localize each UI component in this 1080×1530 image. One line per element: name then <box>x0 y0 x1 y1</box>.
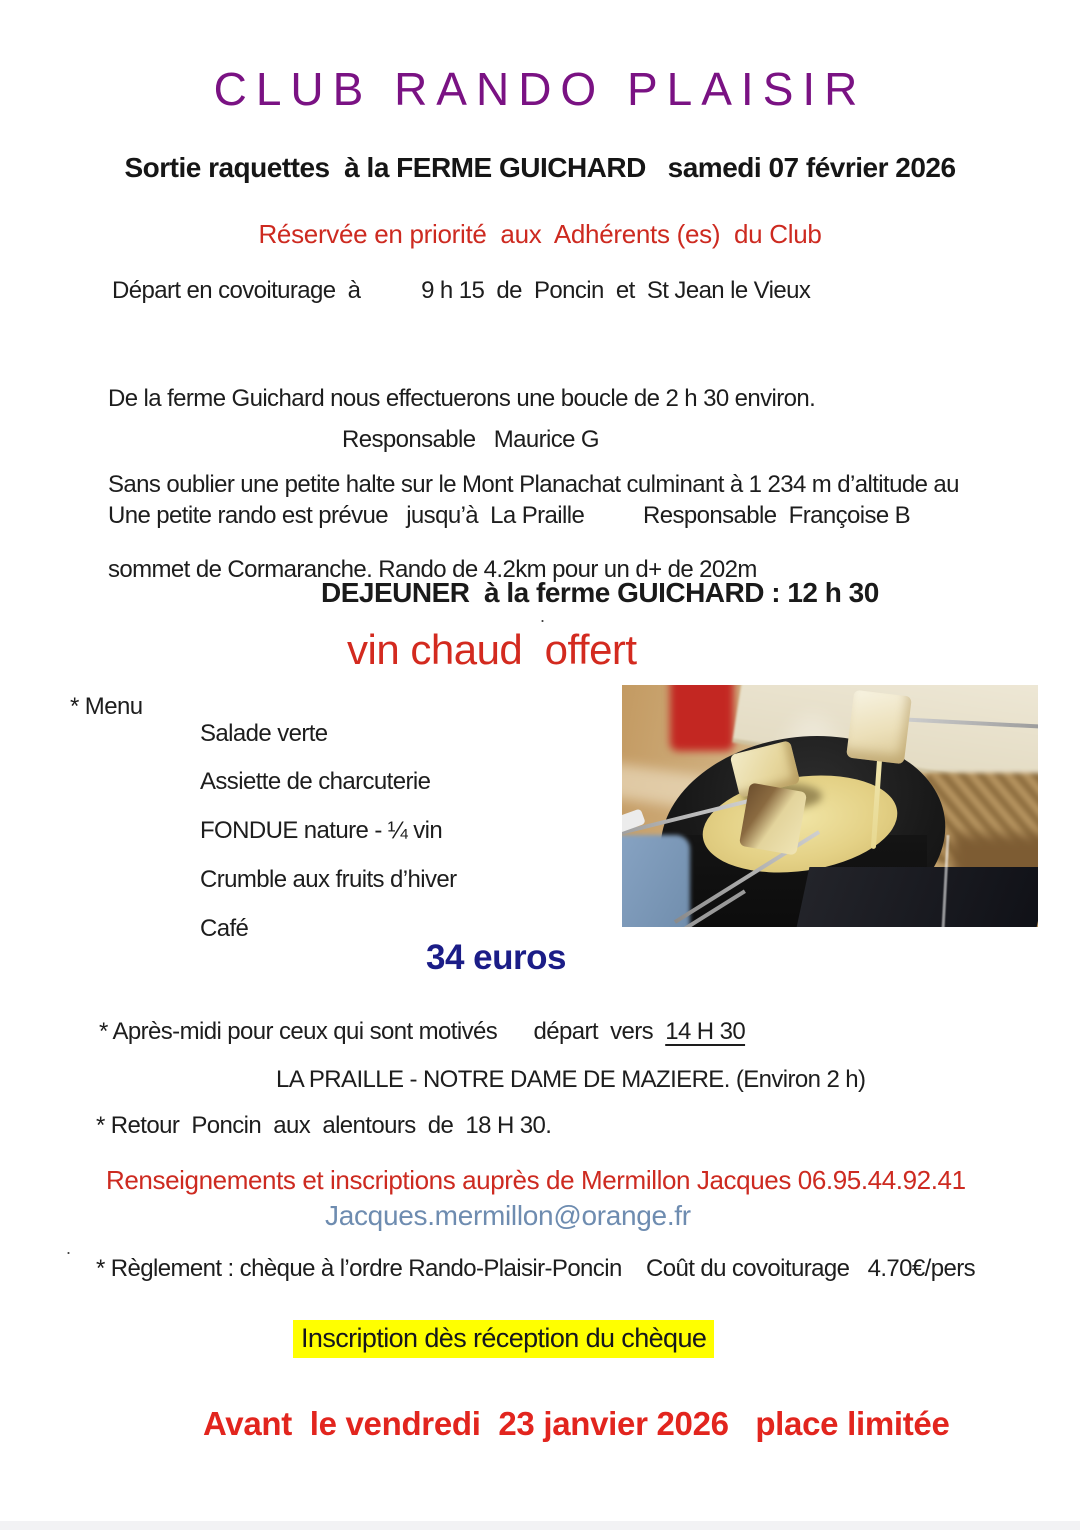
photo-dark-cooktop <box>795 867 1038 927</box>
reserved-note: Réservée en priorité aux Adhérents (es) du Club <box>258 219 822 249</box>
departure-line: Départ en covoiturage à 9 h 15 de Poncin et St Jean le Vieux <box>112 277 811 304</box>
description-line-1: De la ferme Guichard nous effectuerons une boucle de 2 h 30 environ. <box>108 385 816 412</box>
responsible-small-hike: Responsable Françoise B <box>643 502 911 529</box>
menu-label: * Menu <box>70 693 143 720</box>
afternoon-line <box>99 1019 745 1046</box>
registration-highlight-wrap <box>293 1323 714 1353</box>
small-hike-line: Une petite rando est prévue jusqu’à La Praille <box>108 502 585 529</box>
afternoon-prefix: * Après-midi pour ceux qui sont motivés départ vers <box>99 1018 666 1045</box>
photo-bread-cube-center <box>739 782 807 855</box>
menu-item-fondue: FONDUE nature - ¼ vin <box>200 817 443 844</box>
stray-mark-left: . <box>66 1238 71 1258</box>
photo-red-glass <box>670 685 734 751</box>
contact-line: Renseignements et inscriptions auprès de Mermillon Jacques 06.95.44.92.41 <box>106 1165 966 1195</box>
payment-line: * Règlement : chèque à l’ordre Rando-Plaisir-Poncin Coût du covoiturage 4.70€/pers <box>96 1255 975 1282</box>
page-bottom-strip <box>0 1521 1080 1530</box>
photo-bread-cube-right <box>846 690 912 765</box>
deadline-line: Avant le vendredi 23 janvier 2026 place limitée <box>203 1405 950 1442</box>
menu-item-charcuterie: Assiette de charcuterie <box>200 768 431 795</box>
description-line-3: sommet de Cormaranche. Rando de 4.2km pour un d+ de 202m <box>108 556 757 583</box>
menu-item-crumble: Crumble aux fruits d’hiver <box>200 866 457 893</box>
page-title: CLUB RANDO PLAISIR <box>213 63 867 115</box>
return-line: * Retour Poncin aux alentours de 18 H 30. <box>96 1112 552 1139</box>
lunch-heading: DEJEUNER à la ferme GUICHARD : 12 h 30 <box>321 577 879 608</box>
afternoon-time: 14 H 30 <box>665 1018 746 1045</box>
mulled-wine-heading: vin chaud offert <box>347 626 637 673</box>
email-link[interactable]: Jacques.mermillon@orange.fr <box>325 1200 691 1231</box>
photo-blue-cloth <box>622 835 690 927</box>
responsible-main: Responsable Maurice G <box>342 426 599 453</box>
stray-mark-top: . <box>540 606 545 626</box>
price: 34 euros <box>426 938 566 977</box>
menu-item-cafe: Café <box>200 915 249 942</box>
fondue-photo <box>622 685 1038 927</box>
route-line: LA PRAILLE - NOTRE DAME DE MAZIERE. (Environ 2 h) <box>276 1066 866 1093</box>
registration-highlight: Inscription dès réception du chèque <box>293 1320 714 1358</box>
description-line-2: Sans oublier une petite halte sur le Mont Planachat culminant à 1 234 m d’altitude au <box>108 470 959 498</box>
menu-item-salade: Salade verte <box>200 720 328 747</box>
event-subtitle: Sortie raquettes à la FERME GUICHARD samedi 07 février 2026 <box>124 152 956 183</box>
